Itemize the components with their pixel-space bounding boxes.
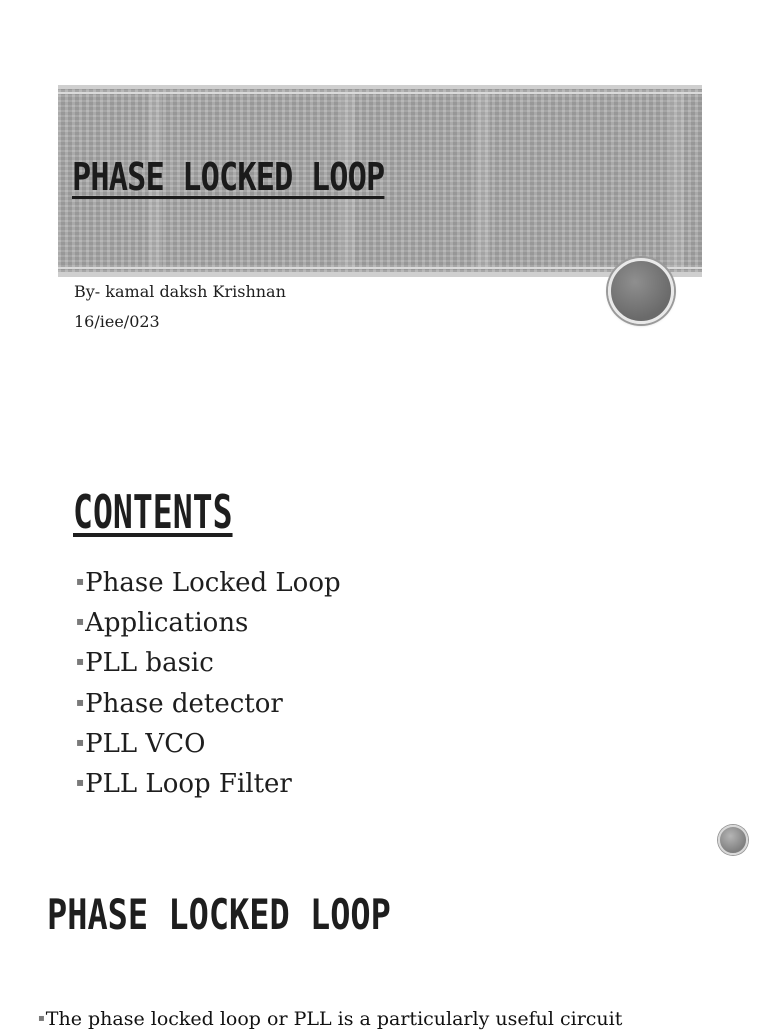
contents-list — [76, 563, 341, 804]
decorative-circle — [608, 258, 674, 324]
list-item: ▪Phase Locked Loop — [76, 568, 341, 598]
square-bullet-icon: ▪ — [76, 774, 85, 789]
square-bullet-icon: ▪ — [76, 574, 85, 588]
list-item: ▪Applications — [76, 608, 249, 639]
title-banner — [58, 85, 702, 277]
list-item: ▪PLL VCO — [76, 728, 206, 759]
square-bullet-icon: ▪ — [76, 694, 85, 709]
list-item: ▪PLL Loop Filter — [76, 768, 292, 799]
square-bullet-icon: ▪ — [76, 654, 85, 669]
body-paragraph — [38, 1008, 622, 1030]
slide-heading: PHASE LOCKED LOOP — [47, 890, 391, 939]
square-bullet-icon: ▪ — [76, 614, 85, 629]
list-item: ▪Phase detector — [76, 688, 283, 719]
author-name: By- kamal daksh Krishnan — [74, 282, 286, 301]
pll-slide — [0, 862, 768, 1030]
roll-number: 16/iee/023 — [74, 312, 160, 331]
decorative-circle — [718, 825, 748, 855]
contents-slide — [0, 445, 768, 860]
slide-title: PHASE LOCKED LOOP — [72, 155, 385, 199]
square-bullet-icon: ▪ — [76, 734, 85, 749]
body-text: The phase locked loop or PLL is a particularly useful circuit — [45, 1008, 623, 1030]
square-bullet-icon: ▪ — [38, 1012, 45, 1024]
title-slide — [0, 0, 768, 440]
list-item: ▪PLL basic — [76, 648, 214, 679]
contents-heading: CONTENTS — [73, 485, 233, 539]
